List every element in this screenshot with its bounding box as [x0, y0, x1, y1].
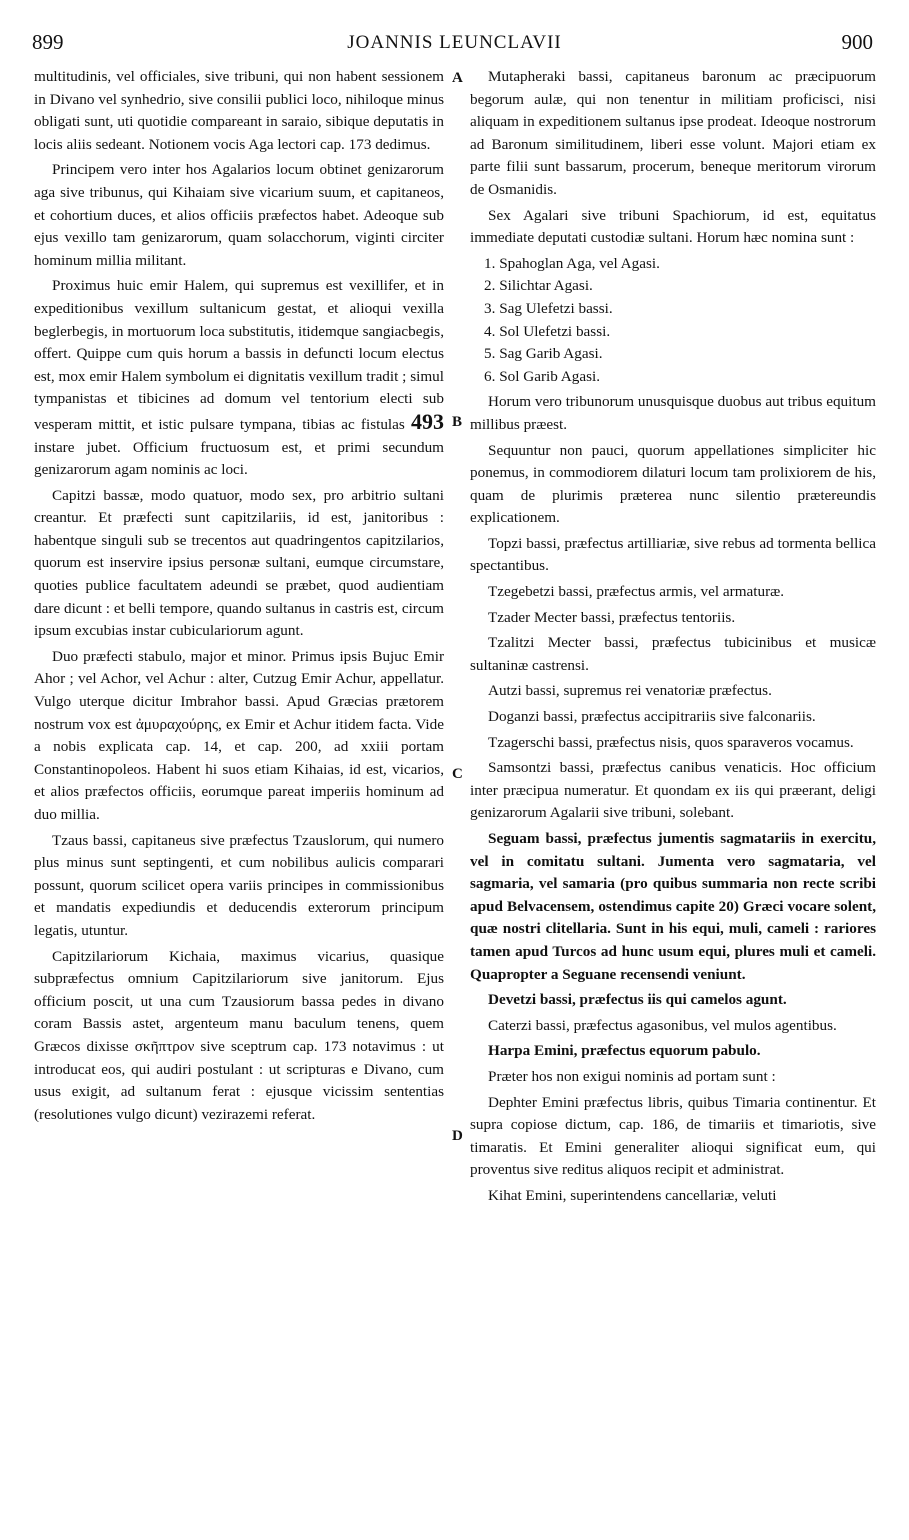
margin-marker-c: C: [452, 766, 463, 782]
right-page-number: 900: [841, 30, 873, 54]
paragraph: Capitzilariorum Kichaia, maximus vicarius, quasique subpræfectus omnium Capitzilariorum sive janitorum. Ejus officium poscit, ut una cum Tzausiorum bassa pedes in divano coram Bassis astet, argenteum manu baculum tenens, quem Græcos dixisse σκῆπτρον sive sceptrum cap. 173 notavimus : ut introducat eos, qui audiri postulant : ut scripturas e Divano, cum usus exigit, ad sultanum ferat : ejusque vicissim sententias (resolutiones vulgo dicunt) vezirazemi referat.: [34, 947, 444, 1123]
paragraph: Sequuntur non pauci, quorum appellationes simpliciter hic ponemus, in commodiorem dilaturi locum tam prolixiorem de his, quam de plurimis præterea nunc silentio prætereundis explicationem.: [470, 441, 876, 527]
paragraph: Horum vero tribunorum unusquisque duobus aut tribus equitum millibus præest.: [470, 393, 876, 433]
paragraph: Doganzi bassi, præfectus accipitrariis sive falconariis.: [488, 708, 816, 726]
paragraph: Præter hos non exigui nominis ad portam sunt :: [488, 1067, 776, 1085]
paragraph: Harpa Emini, præfectus equorum pabulo.: [488, 1042, 761, 1060]
paragraph: Autzi bassi, supremus rei venatoriæ præfectus.: [488, 682, 772, 700]
running-title: JOANNIS LEUNCLAVII: [347, 32, 562, 53]
paragraph: Principem vero inter hos Agalarios locum obtinet genizarorum aga sive tribunus, qui Kihaiam sive vicarium suum, et capitaneos, et cohortium duces, et alios officiis præfectos habet. Adeoque sub ejus vexillo tam genizarorum, quam solacchorum, viginti circiter hominum millia militant.: [34, 161, 444, 269]
left-column: [34, 66, 444, 1129]
paragraph: Samsontzi bassi, præfectus canibus venaticis. Hoc officium inter præcipua numeratur. Et quondam ex iis qui præerant, deligi genizarorum Agalarii sive tribuni, solebant.: [470, 759, 876, 822]
figure-reference-number: 493: [411, 408, 444, 434]
margin-marker-b: B: [452, 414, 463, 430]
paragraph: Tzagerschi bassi, præfectus nisis, quos sparaveros vocamus.: [488, 733, 854, 751]
paragraph: Caterzi bassi, præfectus agasonibus, vel mulos agentibus.: [488, 1016, 837, 1034]
list-item: 2. Silichtar Agasi.: [484, 277, 593, 295]
right-column: [470, 66, 876, 1211]
paragraph: Tzegebetzi bassi, præfectus armis, vel armaturæ.: [488, 583, 785, 601]
left-page-number: 899: [32, 30, 64, 54]
paragraph: Dephter Emini præfectus libris, quibus Timaria continentur. Et supra copiose dictum, cap. 186, de timariis et timariotis, sive timaratis. Et Emini generaliter alioqui significat eum, qui proventus sive reditus aliquos recipit et administrat.: [470, 1093, 876, 1179]
paragraph: Seguam bassi, præfectus jumentis sagmatariis in exercitu, vel in comitatu sultani. Jumenta vero sagmataria, vel sagmaria, vel samaria (pro quibus summaria non recte scribi apud Belvacensem, ostendimus capite 20) Græci vocare solent, quæ nostri clitellaria. Sunt in his equi, muli, cameli : rariores tamen apud Turcos ad hunc usum equi, plures muli et cameli. Quapropter a Seguane recensendi veniunt.: [470, 830, 876, 983]
paragraph: multitudinis, vel officiales, sive tribuni, qui non habent sessionem in Divano vel synhedrio, sive consilii publici loco, nihiloque minus obligati sunt, uti quotidie compareant in saraio, sibique deputatis in locis aliis sedeant. Notionem vocis Aga lectori cap. 173 dedimus.: [34, 68, 444, 153]
paragraph-text: Proximus huic emir Halem, qui supremus est vexillifer, et in expeditionibus vexillum sultanicum gestat, et alioqui vexilla beglerbegis, in mortuorum loca substitutis, itidemque sangiacbegis, offert. Quippe cum quis horum a bassis in defuncti locum electus est, mox emir Halem symbolum ei dignitatis vexillum tradit ; simul tympanistas et tibicines ad domum vel tentorium electi sub vesperam mittit, et istic pulsare tympana, tibias ac fistulas: [34, 277, 444, 433]
paragraph: Mutapheraki bassi, capitaneus baronum ac præcipuorum begorum aulæ, qui non tenentur in militiam proficisci, nisi aliquam in expeditionem sultanus ipse prodeat. Ideoque nostrorum ad Baronum similitudinem, liberi esse volunt. Majori etiam ex parte filii sunt bassarum, procerum, beneque meritorum virorum de Osmanidis.: [470, 68, 876, 198]
paragraph: Devetzi bassi, præfectus iis qui camelos agunt.: [488, 991, 787, 1009]
list-item: 3. Sag Ulefetzi bassi.: [484, 299, 613, 317]
margin-marker-d: D: [452, 1128, 463, 1144]
paragraph: Duo præfecti stabulo, major et minor. Primus ipsis Bujuc Emir Ahor ; vel Achor, vel Achur : alter, Cutzug Emir Achur, appellatur. Vulgo uterque dicitur Imbrahor bassi. Apud Græcias prætorem nostrum vox est ἀμυραχούρης, ex Emir et Achur itidem facta. Vide a nobis explicata cap. 14, et cap. 200, ad xxiii portam Constantinopoleos. Habent hi suos etiam Kihaias, id est, vicarios, et alios præfectos officiis, eorumque pareat imperiis hominum ad duo millia.: [34, 647, 444, 823]
list-item: 6. Sol Garib Agasi.: [484, 367, 601, 385]
agalari-list: [470, 253, 876, 389]
paragraph: Sex Agalari sive tribuni Spachiorum, id est, equitatus immediate deputati custodiæ sultani. Horum hæc nomina sunt :: [470, 206, 876, 247]
paragraph: Tzader Mecter bassi, præfectus tentoriis.: [488, 608, 736, 626]
paragraph: Tzaus bassi, capitaneus sive præfectus Tzauslorum, qui numero plus minus sunt septingenti, et cum nobilibus aulicis comparari possunt, quorum scilicet opera variis principes in commissionibus et mandatis expediundis et deducendis exterorum principum legatis, utuntur.: [34, 831, 444, 939]
list-item: 5. Sag Garib Agasi.: [484, 345, 603, 363]
paragraph: Kihat Emini, superintendens cancellariæ, veluti: [488, 1186, 777, 1204]
paragraph: Tzalitzi Mecter bassi, præfectus tubicinibus et musicæ sultaninæ castrensi.: [470, 634, 876, 674]
margin-marker-a: A: [452, 70, 463, 86]
paragraph: Capitzi bassæ, modo quatuor, modo sex, pro arbitrio sultani creantur. Et præfecti sunt capitzilariis, id est, janitoribus : habentque singuli sub se trecentos aut quadringentos capitzilarios, quorum est inservire ipsius personæ sultani, eumque circumstare, quoties publice facultatem adeundi se præbet, quod audientiam dare dicunt : et belli tempore, quando sultanus in castris est, circum ipsum excubias instar cubiculariorum agunt.: [34, 486, 444, 640]
page-header: [0, 30, 909, 56]
paragraph-text: instare jubet. Officium fructuosum est, et primi secundum genizarorum agam nominis ac loci.: [34, 438, 444, 479]
paragraph: Topzi bassi, præfectus artilliariæ, sive rebus ad tormenta bellica spectantibus.: [470, 534, 876, 575]
list-item: 4. Sol Ulefetzi bassi.: [484, 322, 611, 340]
paragraph: [34, 275, 444, 481]
list-item: 1. Spahoglan Aga, vel Agasi.: [484, 254, 660, 272]
